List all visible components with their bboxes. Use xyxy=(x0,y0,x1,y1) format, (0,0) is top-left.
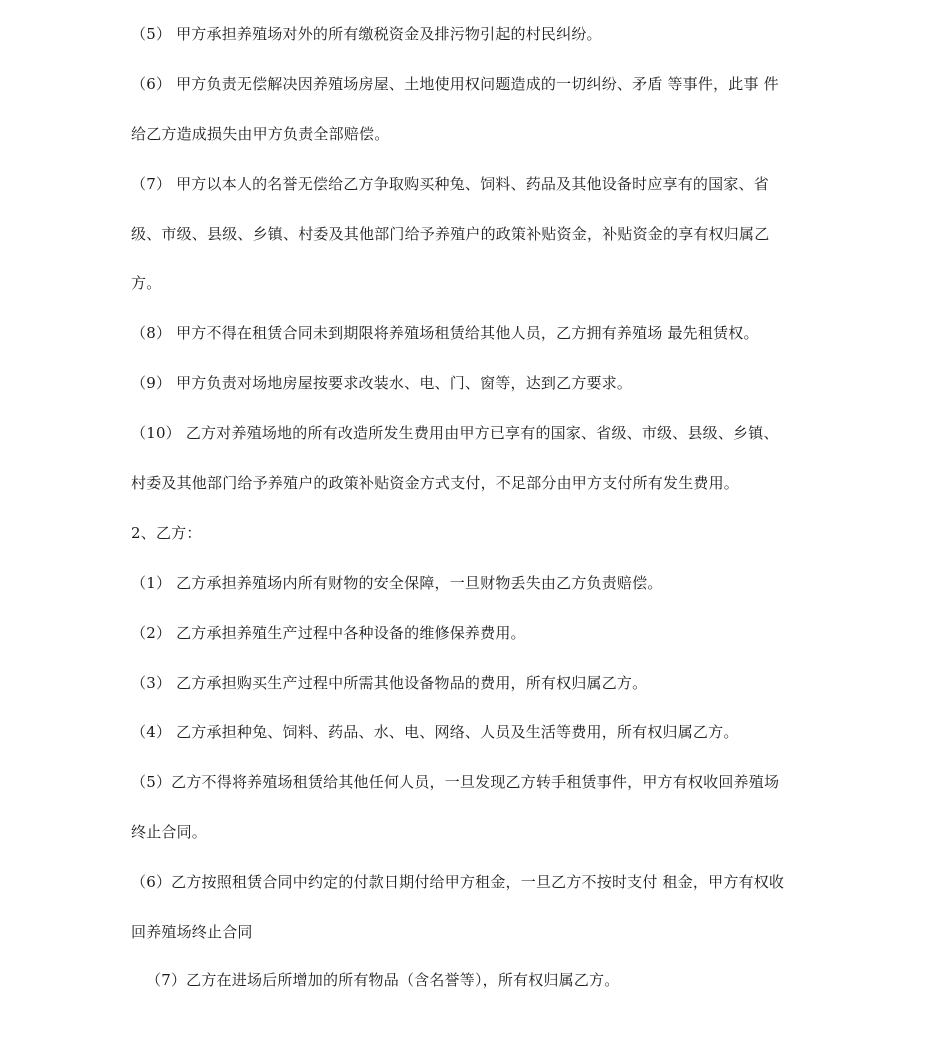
text-line-a10-cont: 村委及其他部门给予养殖户的政策补贴资金方式支付，不足部分由甲方支付所有发生费用。 xyxy=(131,474,740,492)
text-line-a7-cont1: 级、市级、县级、乡镇、村委及其他部门给予养殖户的政策补贴资金，补贴资金的享有权归属乙 xyxy=(131,225,770,243)
text-line-b5: （5）乙方不得将养殖场租赁给其他任何人员，一旦发现乙方转手租赁事件，甲方有权收回养殖场 xyxy=(131,773,780,791)
text-line-b2: （2） 乙方承担养殖生产过程中各种设备的维修保养费用。 xyxy=(131,624,526,642)
text-line-a7-cont2: 方。 xyxy=(131,274,162,292)
text-line-a6-cont: 给乙方造成损失由甲方负责全部赔偿。 xyxy=(131,125,390,143)
text-line-b1: （1） 乙方承担养殖场内所有财物的安全保障，一旦财物丢失由乙方负责赔偿。 xyxy=(131,574,663,592)
text-line-b4: （4） 乙方承担种兔、饲料、药品、水、电、网络、人员及生活等费用，所有权归属乙方。 xyxy=(131,723,739,741)
text-line-a6: （6） 甲方负责无偿解决因养殖场房屋、土地使用权问题造成的一切纠纷、矛盾 等事件，此事 件 xyxy=(131,75,779,93)
text-line-a9: （9） 甲方负责对场地房屋按要求改装水、电、门、窗等，达到乙方要求。 xyxy=(131,374,633,392)
text-line-a8: （8） 甲方不得在租赁合同未到期限将养殖场租赁给其他人员，乙方拥有养殖场 最先租赁权。 xyxy=(131,324,759,342)
text-line-b3: （3） 乙方承担购买生产过程中所需其他设备物品的费用，所有权归属乙方。 xyxy=(131,674,648,692)
text-line-a5: （5） 甲方承担养殖场对外的所有缴税资金及排污物引起的村民纠纷。 xyxy=(131,25,602,43)
text-line-b7: （7）乙方在进场后所增加的所有物品（含名誉等），所有权归属乙方。 xyxy=(146,971,620,989)
text-line-b6: （6）乙方按照租赁合同中约定的付款日期付给甲方租金，一旦乙方不按时支付 租金，甲方有权收 xyxy=(131,873,785,891)
text-line-b6-cont: 回养殖场终止合同 xyxy=(131,923,253,941)
text-line-b5-cont: 终止合同。 xyxy=(131,823,208,841)
text-line-a7: （7） 甲方以本人的名誉无偿给乙方争取购买种兔、饲料、药品及其他设备时应享有的国家、省 xyxy=(131,175,769,193)
section-heading-party-b: 2、乙方： xyxy=(131,524,202,542)
text-line-a10: （10） 乙方对养殖场地的所有改造所发生费用由甲方已享有的国家、省级、市级、县级、乡镇、 xyxy=(131,424,779,442)
